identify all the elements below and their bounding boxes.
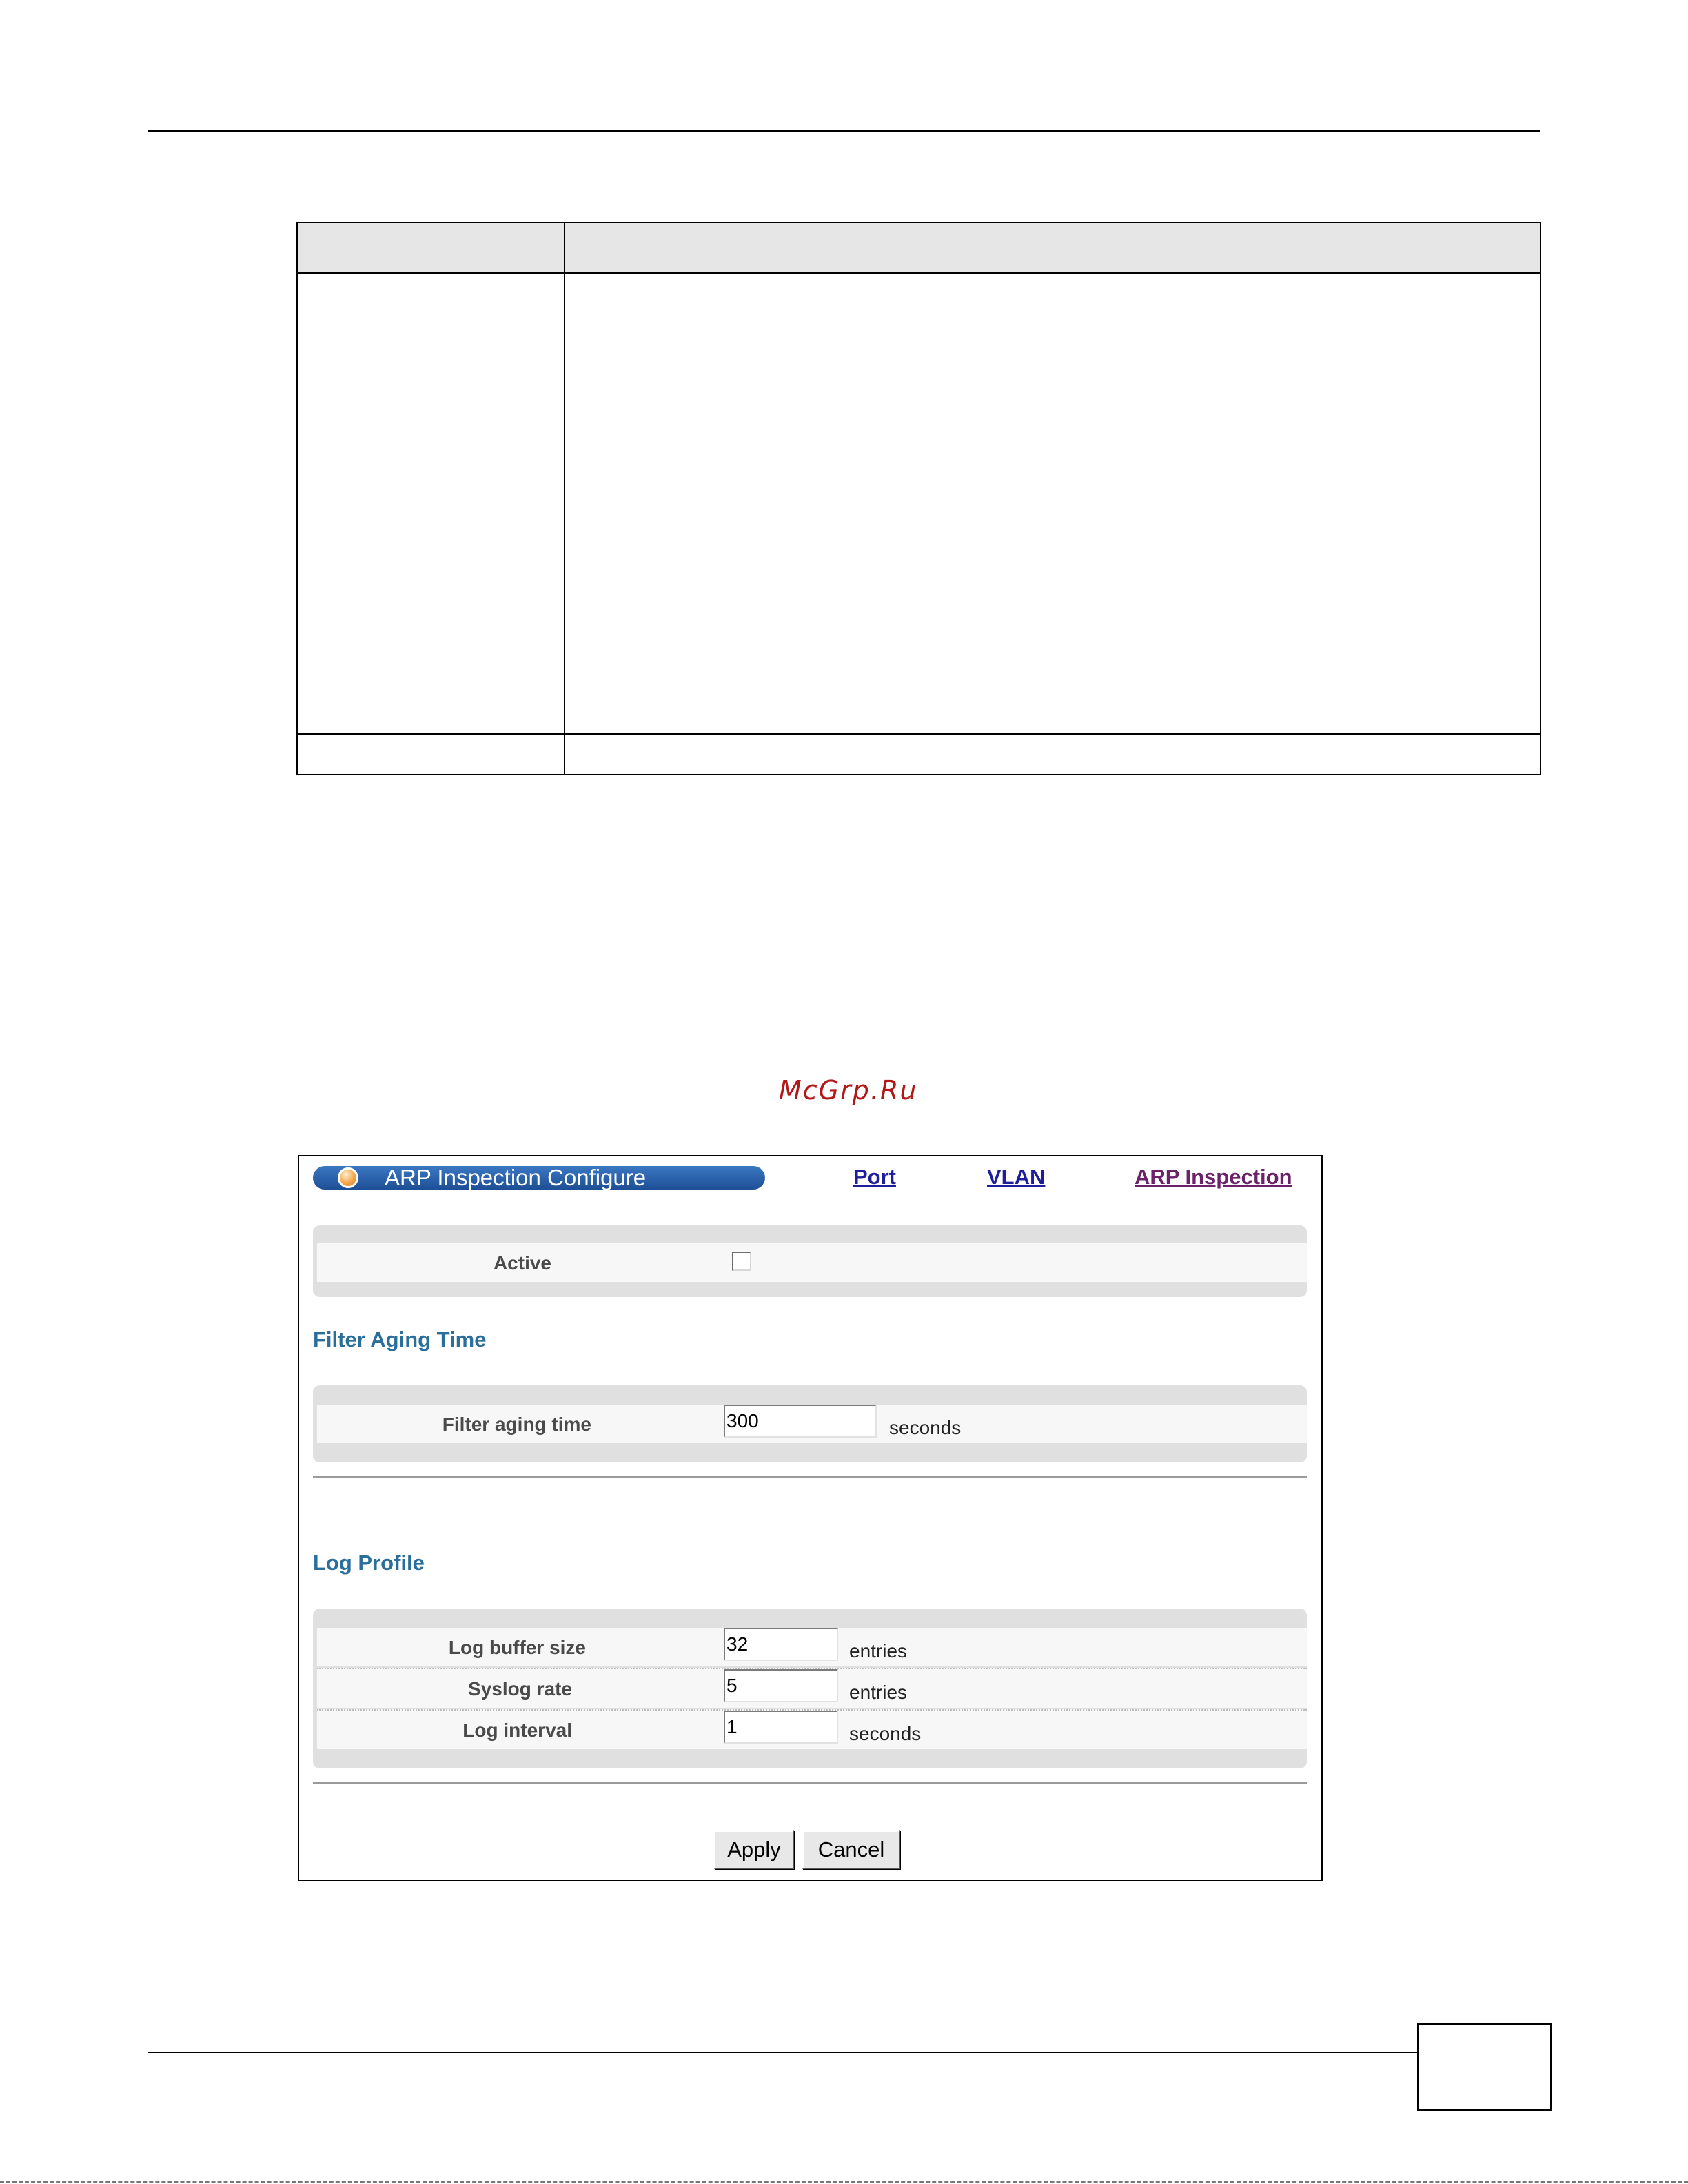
table-column-divider: [564, 223, 565, 774]
syslog-rate-input[interactable]: [724, 1669, 838, 1702]
log-buffer-size-row: [317, 1628, 1307, 1666]
active-panel: [313, 1225, 1307, 1297]
arp-inspection-link[interactable]: ARP Inspection: [1135, 1165, 1292, 1189]
filter-aging-unit: seconds: [889, 1417, 962, 1438]
log-interval-label: Log interval: [462, 1719, 572, 1741]
syslog-rate-unit: entries: [849, 1682, 908, 1703]
table-row-divider: [298, 733, 1540, 735]
arp-inspection-configure-screen: [298, 1155, 1323, 1881]
active-label: Active: [493, 1252, 551, 1274]
filter-aging-label: Filter aging time: [442, 1414, 591, 1435]
log-interval-input[interactable]: [724, 1711, 838, 1744]
port-link[interactable]: Port: [853, 1165, 896, 1189]
section-divider: [313, 1782, 1307, 1784]
watermark: McGrp.Ru: [779, 1075, 918, 1105]
page-number-box: [1417, 2023, 1552, 2111]
syslog-rate-row: [317, 1668, 1307, 1708]
active-row: [317, 1243, 1307, 1282]
section-divider: [313, 1476, 1307, 1478]
table-header-row: [298, 223, 1540, 274]
cancel-button[interactable]: Cancel: [802, 1830, 900, 1869]
filter-aging-row: [317, 1405, 1307, 1443]
header-rule: [148, 130, 1540, 132]
log-buffer-size-label: Log buffer size: [448, 1637, 586, 1658]
log-buffer-size-input[interactable]: [724, 1628, 838, 1661]
footer-rule: [148, 2052, 1417, 2053]
active-checkbox[interactable]: [732, 1252, 751, 1271]
syslog-rate-label: Syslog rate: [468, 1678, 572, 1700]
scan-edge-line: [0, 2181, 1688, 2183]
log-interval-unit: seconds: [849, 1723, 922, 1744]
filter-aging-panel: [313, 1385, 1307, 1462]
description-table: [296, 222, 1541, 775]
log-buffer-size-unit: entries: [849, 1640, 908, 1662]
filter-aging-input[interactable]: [724, 1405, 877, 1438]
screen-title: ARP Inspection Configure: [385, 1165, 647, 1190]
log-profile-heading: Log Profile: [313, 1551, 425, 1575]
title-orb-icon: [338, 1167, 358, 1188]
log-interval-row: [317, 1709, 1307, 1749]
apply-button[interactable]: Apply: [714, 1830, 794, 1869]
vlan-link[interactable]: VLAN: [987, 1165, 1046, 1189]
filter-aging-time-heading: Filter Aging Time: [313, 1327, 487, 1351]
log-profile-panel: [313, 1609, 1307, 1768]
screen-title-bar: [313, 1166, 765, 1190]
